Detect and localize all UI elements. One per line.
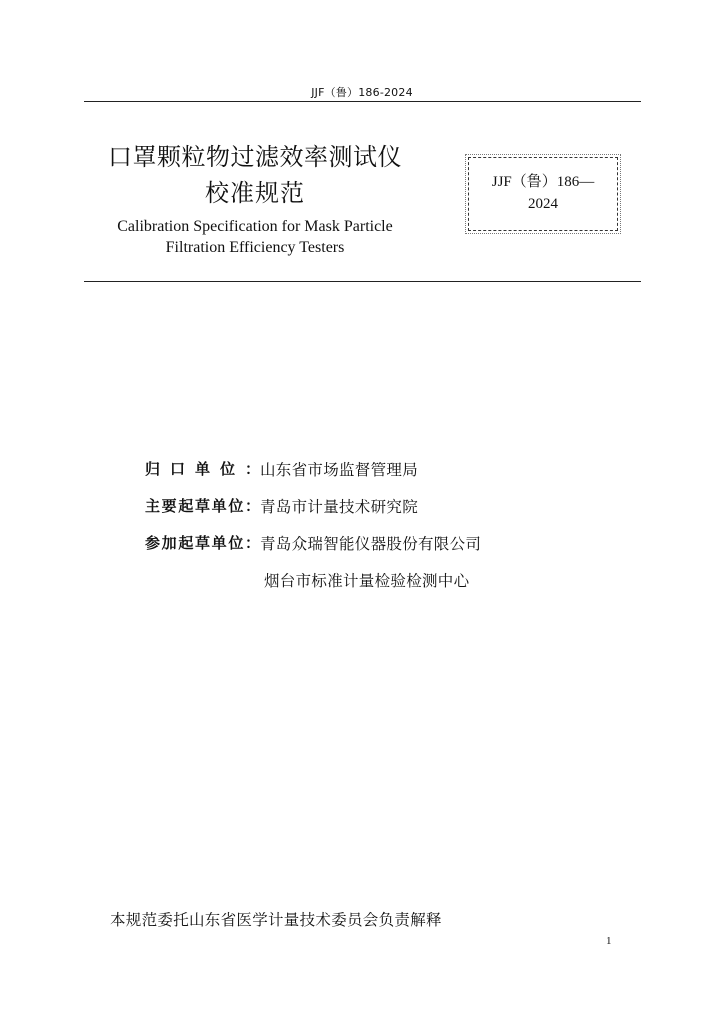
page-number: 1 <box>606 935 612 947</box>
org-value: 青岛众瑞智能仪器股份有限公司 <box>260 534 482 553</box>
code-box-line1: JJF（鲁）186— <box>491 174 595 190</box>
org-row-participant <box>145 524 665 561</box>
org-value: 烟台市标准计量检验检测中心 <box>264 571 470 590</box>
org-value: 青岛市计量技术研究院 <box>260 497 419 516</box>
title-rule <box>84 281 641 282</box>
title-en-line2: Filtration Efficiency Testers <box>165 239 345 256</box>
code-box-line2: 2024 <box>528 196 558 212</box>
org-label: 归口单位： <box>145 460 260 478</box>
org-row-participant-2 <box>145 561 665 598</box>
org-label: 主要起草单位： <box>145 497 260 515</box>
standard-code-box <box>468 157 618 231</box>
footer-note: 本规范委托山东省医学计量技术委员会负责解释 <box>110 911 442 929</box>
org-row-main-drafter <box>145 487 665 524</box>
header-rule <box>84 101 641 102</box>
org-label: 参加起草单位： <box>145 534 260 552</box>
running-header-code: JJF（鲁）186-2024 <box>311 86 413 99</box>
org-value: 山东省市场监督管理局 <box>260 460 419 479</box>
organization-list <box>145 450 665 598</box>
title-cn-line1: 口罩颗粒物过滤效率测试仪 <box>108 143 402 171</box>
title-cn-line2: 校准规范 <box>205 179 305 207</box>
org-row-responsible <box>145 450 665 487</box>
title-block <box>80 140 430 258</box>
title-en-line1: Calibration Specification for Mask Particle <box>117 218 393 235</box>
title-en <box>80 216 430 258</box>
